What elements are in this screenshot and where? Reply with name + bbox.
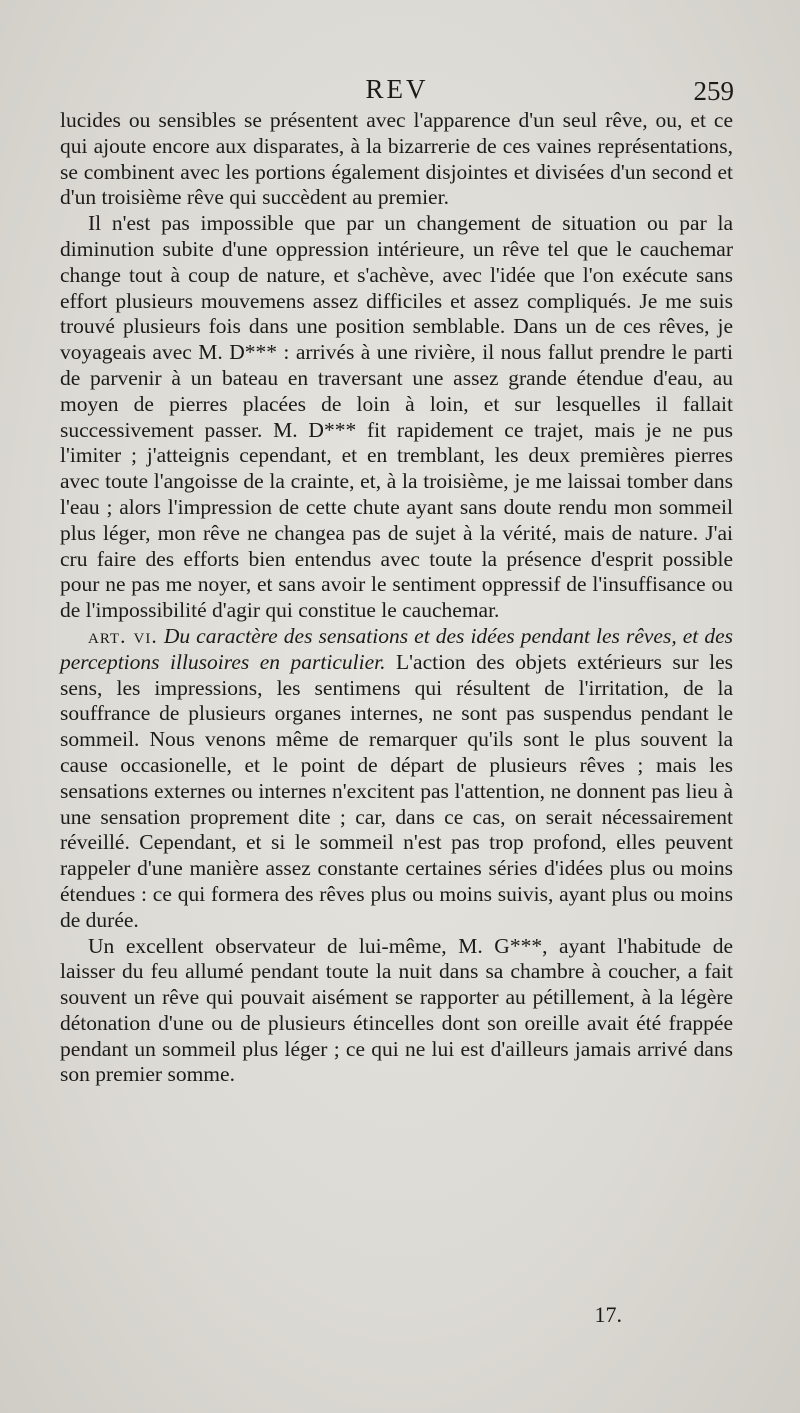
paragraph-continued: lucides ou sensibles se présentent avec l'apparence d'un seul rêve, ou, et ce qui ajoute encore aux disparates, à la bizarrerie de ces vaines représentations, se combinent avec les portions également disjointes et divisées d'un second et d'un troisième rêve qui succèdent au premier.	[60, 108, 733, 210]
article-title: Du caractère des sensations et des idées pendant les rêves, et des perceptions illusoires en particulier.	[60, 623, 733, 674]
body-text	[60, 108, 733, 1088]
signature-mark: 17.	[594, 1302, 622, 1327]
running-head	[60, 74, 734, 108]
article-paragraph	[60, 624, 733, 934]
paragraph-cauchemar: Il n'est pas impossible que par un changement de situation ou par la diminution subite d'une oppression intérieure, un rêve tel que le cauchemar change tout à coup de nature, et s'achève, avec l'idée que l'on exécute sans effort plusieurs mouvemens assez difficiles et assez compliqués. Je me suis trouvé plusieurs fois dans une position semblable. Dans un de ces rêves, je voyageais avec M. D*** : arrivés à une rivière, il nous fallut prendre le parti de parvenir à un bateau en traversant une assez grande étendue d'eau, au moyen de pierres placées de loin à loin, et sur lesquelles il fallait successivement passer. M. D*** fit rapidement ce trajet, mais je ne pus l'imiter ; j'atteignis cependant, et en tremblant, les deux premières pierres avec toute l'angoisse de la crainte, et, à la troisième, je me laissai tomber dans l'eau ; alors l'impression de cette chute ayant sans doute rendu mon sommeil plus léger, mon rêve ne changea pas de sujet à la vérité, mais de nature. J'ai cru faire des efforts bien entendus avec toute la présence d'esprit possible pour ne pas me noyer, et sans avoir le sentiment oppressif de l'insuffisance ou de l'impossibilité d'agir qui constitue le cauchemar.	[60, 211, 733, 623]
running-title: REV	[365, 74, 429, 104]
article-text: L'action des objets extérieurs sur les sens, les impressions, les sentimens qui résultent de l'irritation, de la souffrance de plusieurs organes internes, ne sont pas suspendus pendant le sommeil. Nous venons même de remarquer qu'ils sont le plus souvent la cause occasionelle, et le point de départ de plusieurs rêves ; mais les sensations externes ou internes n'excitent pas l'attention, ne donnent pas lieu à une sensation proprement dite ; car, dans ce cas, on serait nécessairement réveillé. Cependant, et si le sommeil n'est pas trop profond, elles peuvent rappeler d'une manière assez constante certaines séries d'idées plus ou moins étendues : ce qui formera des rêves plus ou moins suivis, ayant plus ou moins de durée.	[60, 649, 734, 932]
paragraph-observateur: Un excellent observateur de lui-même, M. G***, ayant l'habitude de laisser du feu allumé pendant toute la nuit dans sa chambre à coucher, a fait souvent un rêve qui pouvait aisément se rapporter au pétillement, à la légère détonation d'une ou de plusieurs étincelles dont son oreille avait été frappée pendant un sommeil plus léger ; ce qui ne lui est d'ailleurs jamais arrivé dans son premier somme.	[60, 933, 733, 1087]
article-label: art. vi.	[88, 623, 158, 648]
page-number: 259	[693, 76, 734, 106]
